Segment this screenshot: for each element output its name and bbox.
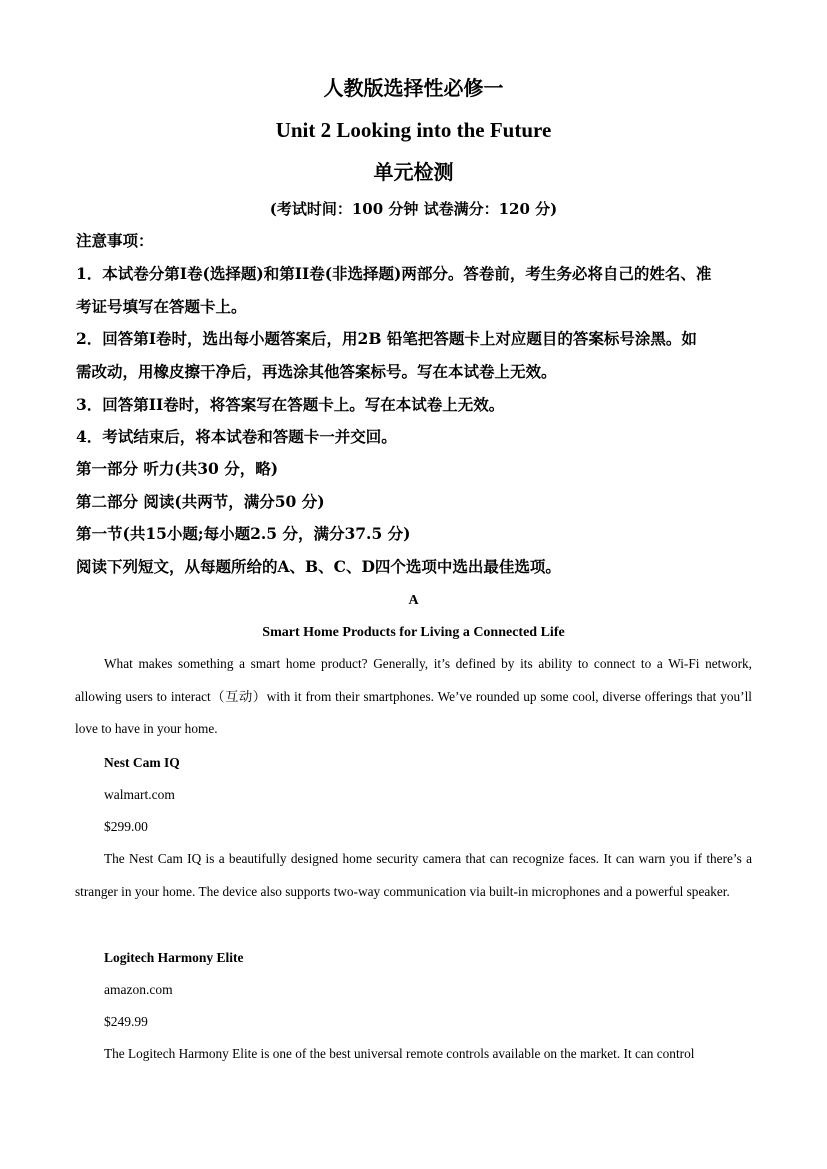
passage-title: Smart Home Products for Living a Connected Life: [262, 625, 565, 640]
product-1-price: $299.00: [104, 819, 148, 834]
product-2-description: The Logitech Harmony Elite is one of the best universal remote controls available on the market. It can control: [104, 1046, 695, 1061]
product-2-name: Logitech Harmony Elite: [104, 950, 244, 965]
product-2-price: $249.99: [104, 1014, 148, 1029]
product-1-description: The Nest Cam IQ is a beautifully designed home security camera that can recognize faces. It can warn you if there’s a stranger in your home. The device also supports two-way communication via built-in microphones and a powerful speaker.: [75, 851, 752, 899]
unit-title: Unit 2 Looking into the Future: [275, 118, 552, 142]
notes-heading: 注意事项：: [76, 231, 154, 250]
product-1-store: walmart.com: [104, 787, 175, 802]
note-2-line-2: 需改动，用橡皮擦干净后，再选涂其他答案标号。写在本试卷上无效。: [76, 362, 557, 381]
note-1-line-1: 1．本试卷分第I卷(选择题)和第II卷(非选择题)两部分。答卷前，考生务必将自己的姓名、准: [76, 264, 712, 283]
part-2-heading: 第二部分 阅读(共两节，满分50 分): [76, 492, 325, 511]
passage-intro: What makes something a smart home product? Generally, it’s defined by its ability to connect to a Wi-Fi network, allowing users to interact（互动）with it from their smartphones. We’ve rounded up some cool, diverse offerings that you’ll love to have in your home.: [75, 656, 752, 736]
note-4: 4．考试结束后，将本试卷和答题卡一并交回。: [76, 427, 397, 446]
note-1-line-2: 考证号填写在答题卡上。: [76, 297, 247, 316]
passage-letter: A: [408, 593, 419, 608]
product-1-name: Nest Cam IQ: [104, 755, 180, 770]
note-3: 3．回答第II卷时，将答案写在答题卡上。写在本试卷上无效。: [76, 395, 505, 414]
section-1-heading: 第一节(共15小题;每小题2.5 分，满分37.5 分): [76, 524, 411, 543]
product-2-store: amazon.com: [104, 982, 173, 997]
reading-instruction: 阅读下列短文，从每题所给的A、B、C、D四个选项中选出最佳选项。: [76, 557, 561, 576]
textbook-title: 人教版选择性必修一: [323, 76, 504, 100]
note-2-line-1: 2．回答第I卷时，选出每小题答案后，用2B 铅笔把答题卡上对应题目的答案标号涂黑。如: [76, 329, 697, 348]
unit-test-title: 单元检测: [373, 160, 454, 184]
exam-info: (考试时间：100 分钟 试卷满分：120 分): [269, 200, 558, 218]
part-1-heading: 第一部分 听力(共30 分，略): [76, 459, 279, 478]
